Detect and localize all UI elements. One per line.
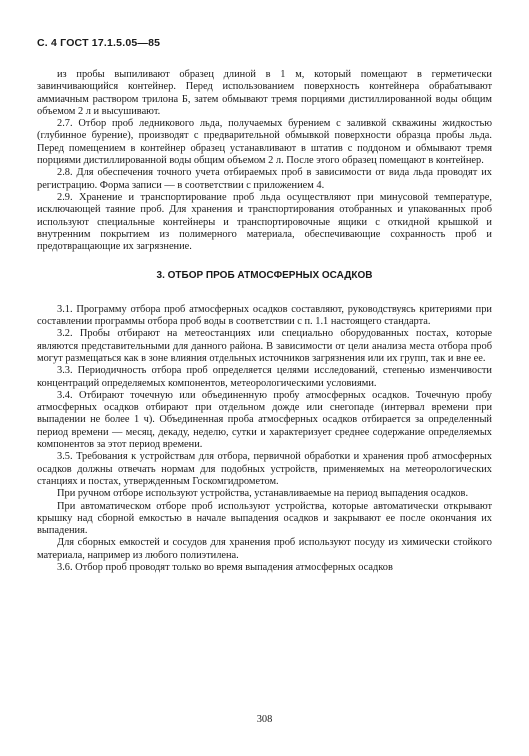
paragraph: 3.3. Периодичность отбора проб определяется целями исследований, степенью изменчивости концентраций определяемых компонентов, метеорологическими условиями. (37, 365, 492, 389)
section-heading: 3. ОТБОР ПРОБ АТМОСФЕРНЫХ ОСАДКОВ (156, 270, 373, 282)
paragraph: При автоматическом отборе проб используют устройства, которые автоматически открывают крышку над сборной емкостью в начале выпадения осадков и закрывают ее после окончания их выпадения. (37, 500, 492, 537)
page-body (37, 69, 492, 574)
paragraph: из пробы выпиливают образец длиной в 1 м, который помещают в герметически завинчивающийся контейнер. Перед использованием поверхность контейнера обрабатывают аммиачным раствором трилона Б, затем обмывают тремя порциями дистиллированной воды общим объемом 2 л и высушивают. (37, 69, 492, 117)
page-number: 308 (256, 714, 273, 725)
running-header: С. 4 ГОСТ 17.1.5.05—85 (37, 37, 161, 49)
paragraph: 2.8. Для обеспечения точного учета отбираемых проб в зависимости от вида льда проводят их регистрацию. Форма записи — в соответствии с приложением 4. (37, 167, 492, 191)
paragraph: 3.2. Пробы отбирают на метеостанциях или специально оборудованных постах, которые являются представительными для данного района. В зависимости от цели анализа места отбора проб могут размещаться как в зоне влияния отдельных источников загрязнения или их групп, так и вне ее. (37, 328, 492, 364)
paragraph: 2.7. Отбор проб ледникового льда, получаемых бурением с заливкой скважины жидкостью (глубинное бурение), производят с предварительной обмывкой поверхности образца пробы льда. Перед помещением в контейнер образец устанавливают в штатив с поддоном и обмывают тремя порциями дистиллированной воды общим объемом 2 л. После этого образец помещают в контейнер. (37, 118, 492, 167)
paragraph: 3.6. Отбор проб проводят только во время выпадения атмосферных осадков (57, 561, 393, 573)
paragraph: 3.1. Программу отбора проб атмосферных осадков составляют, руководствуясь критериями при составлении программы отбора проб воды в соответствии с п. 1.1 настоящего стандарта. (37, 303, 492, 328)
paragraph: 2.9. Хранение и транспортирование проб льда осуществляют при минусовой температуре, исключающей таяние проб. Для хранения и транспортирования отобранных и упакованных проб используют специальные контейнеры и транспортировочные ящики с откидной крышкой и внутренним покрытием из полимерного материала, обеспечивающие сохранность проб и предотвращающие их загрязнение. (37, 191, 492, 253)
paragraph: 3.4. Отбирают точечную или объединенную пробу атмосферных осадков. Точечную пробу атмосферных осадков отбирают при отдельном дожде или снегопаде (интервал времени при выпадении не более 1 ч). Объединенная проба атмосферных осадков отбирается за определенный период времени — месяц, декаду, неделю, сутки и характеризует среднее содержание определяемых компонентов за этот период времени. (37, 389, 492, 451)
paragraph: При ручном отборе используют устройства, устанавливаемые на период выпадения осадков. (57, 488, 469, 500)
paragraph: Для сборных емкостей и сосудов для хранения проб используют посуду из химически стойкого материала, например из любого полиэтилена. (37, 537, 492, 561)
paragraph: 3.5. Требования к устройствам для отбора, первичной обработки и хранения проб атмосферных осадков должны отвечать нормам для подобных устройств, применяемых на метеорологических станциях и постах, утвержденным Госкомгидрометом. (37, 451, 492, 487)
